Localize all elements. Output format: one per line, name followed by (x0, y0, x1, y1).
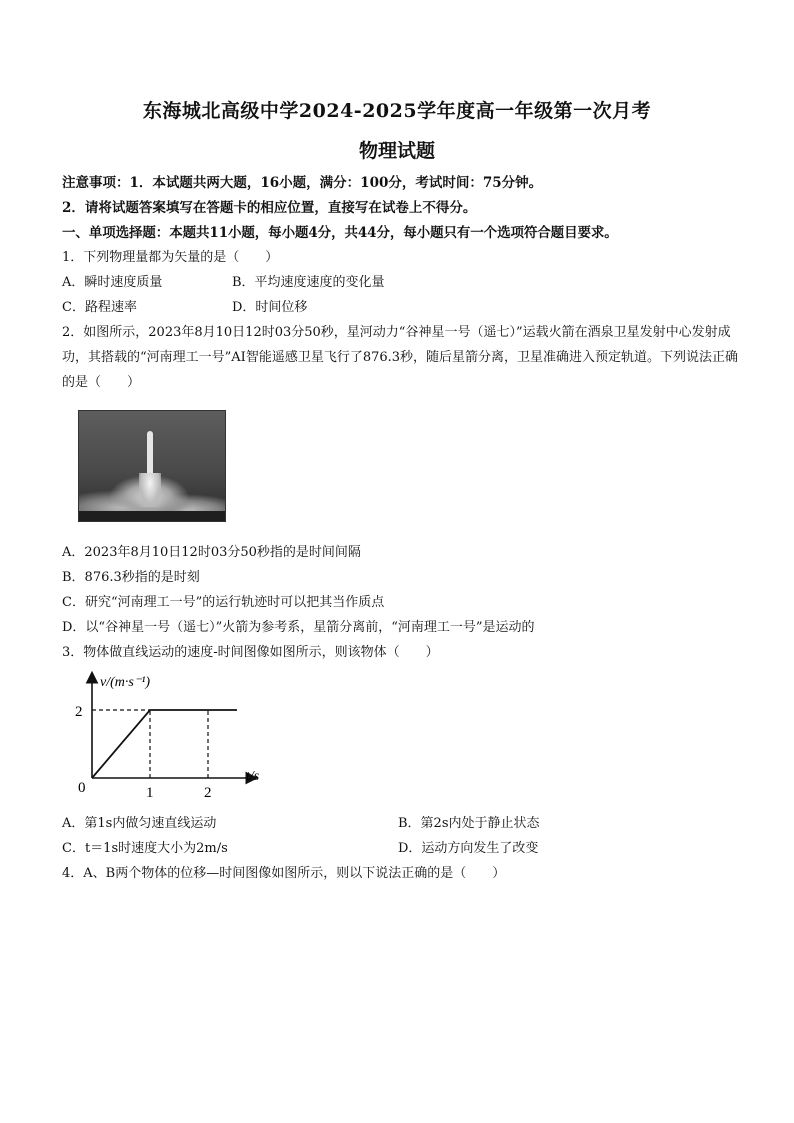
q2-option-c: C．研究“河南理工一号”的运行轨迹时可以把其当作质点 (62, 595, 385, 610)
exam-title: 东海城北高级中学2024-2025学年度高一年级第一次月考 (142, 100, 652, 122)
q3-stem: 3．物体做直线运动的速度-时间图像如图所示，则该物体（ ） (62, 645, 439, 660)
q1-option-d: D．时间位移 (232, 300, 308, 315)
notes-line-1: 注意事项：1．本试题共两大题，16小题，满分：100分，考试时间：75分钟。 (62, 175, 543, 191)
origin-label: 0 (78, 780, 86, 796)
x-tick-label-2: 2 (204, 785, 212, 801)
q3-option-a: A．第1s内做匀速直线运动 (62, 816, 217, 831)
rocket-launch-photo (78, 410, 226, 522)
q1-stem: 1．下列物理量都为矢量的是（ ） (62, 250, 279, 265)
velocity-series-line (92, 710, 237, 778)
q3-option-c: C．t＝1s时速度大小为2m/s (62, 841, 228, 856)
q4-stem: 4．A、B两个物体的位移—时间图像如图所示，则以下说法正确的是（ ） (62, 866, 506, 881)
rocket-shape (147, 431, 153, 479)
q2-option-d: D．以“谷神星一号（遥七）”火箭为参考系，星箭分离前，“河南理工一号”是运动的 (62, 620, 535, 635)
y-axis-label: v/(m·s⁻¹) (100, 675, 151, 690)
q2-stem: 2．如图所示，2023年8月10日12时03分50秒，星河动力“谷神星一号（遥七）”运载火箭在酒泉卫星发射中心发射成功，其搭载的“河南理工一号”AI智能遥感卫星飞行了876.3秒，随后星箭分离，卫星准确进入预定轨道。下列说法正确的是（ ） (62, 325, 739, 390)
q3-option-d: D．运动方向发生了改变 (398, 841, 539, 856)
section-1-heading: 一、单项选择题：本题共11小题，每小题4分，共44分，每小题只有一个选项符合题目要求。 (62, 225, 618, 241)
q2-option-b: B．876.3秒指的是时刻 (62, 570, 200, 585)
q1-option-c: C．路程速率 (62, 300, 137, 315)
q1-option-b: B．平均速度速度的变化量 (232, 275, 385, 290)
q3-option-b: B．第2s内处于静止状态 (398, 816, 540, 831)
ground-strip (79, 511, 225, 521)
notes-line-2: 2．请将试题答案填写在答题卡的相应位置，直接写在试卷上不得分。 (62, 200, 477, 216)
q2-option-a: A．2023年8月10日12时03分50秒指的是时间间隔 (62, 545, 361, 560)
exhaust-plume (139, 473, 161, 507)
exam-subtitle: 物理试题 (358, 140, 435, 162)
q1-option-a: A．瞬时速度质量 (62, 275, 163, 290)
x-axis-label: t/s (246, 769, 260, 784)
velocity-time-graph (70, 668, 270, 808)
y-tick-label-2: 2 (75, 704, 83, 720)
x-tick-label-1: 1 (146, 785, 154, 801)
